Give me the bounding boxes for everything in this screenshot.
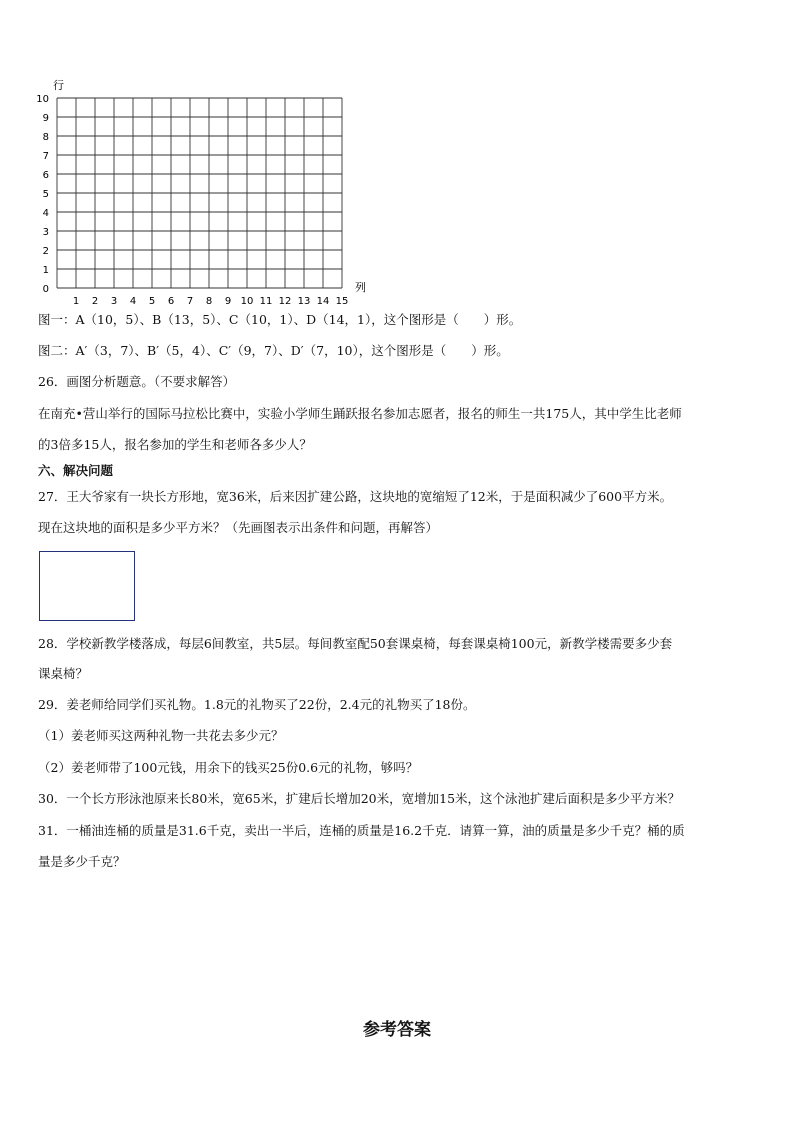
coordinate-grid (0, 0, 420, 310)
q26-line2: 的3倍多15人，报名参加的学生和老师各多少人？ (38, 437, 312, 452)
q26-title: 26．画图分析题意。（不要求解答） (38, 374, 236, 389)
col-tick-label: 6 (167, 296, 175, 307)
row-tick-label: 4 (42, 208, 49, 219)
figure1-question: 图一：A（10，5）、B（13，5）、C（10，1）、D（14，1），这个图形是（ ）形。 (38, 312, 522, 327)
row-tick-label: 8 (42, 132, 49, 143)
col-tick-label: 11 (259, 296, 273, 307)
row-axis-label: 行 (53, 79, 64, 92)
col-tick-label: 3 (110, 296, 118, 307)
col-tick-label: 4 (129, 296, 137, 307)
q27-line1: 27．王大爷家有一块长方形地，宽36米，后来因扩建公路，这块地的宽缩短了12米，于是面积减少了600平方米。 (38, 489, 673, 504)
figure2-question: 图二：A′（3，7）、B′（5，4）、C′（9，7）、D′（7，10），这个图形是（ ）形。 (38, 343, 509, 358)
row-tick-label: 10 (36, 94, 49, 105)
col-tick-label: 8 (205, 296, 213, 307)
section-six-heading: 六、解决问题 (38, 463, 114, 478)
q26-line1: 在南充•营山举行的国际马拉松比赛中，实验小学师生踊跃报名参加志愿者，报名的师生一共175人，其中学生比老师 (38, 406, 682, 421)
q30: 30．一个长方形泳池原来长80米，宽65米，扩建后长增加20米，宽增加15米，这个泳池扩建后面积是多少平方米？ (38, 791, 681, 806)
col-tick-label: 13 (297, 296, 311, 307)
col-tick-label: 5 (148, 296, 156, 307)
q31-line2: 量是多少千克？ (38, 854, 126, 869)
col-tick-label: 15 (335, 296, 349, 307)
q27-line2: 现在这块地的面积是多少平方米？（先画图表示出条件和问题，再解答） (38, 520, 439, 535)
row-tick-label: 2 (42, 246, 49, 257)
answers-title: 参考答案 (363, 1020, 431, 1040)
col-tick-label: 2 (91, 296, 99, 307)
row-tick-label: 9 (42, 113, 49, 124)
row-tick-label: 3 (42, 227, 49, 238)
col-tick-label: 12 (278, 296, 292, 307)
grid-svg (0, 0, 420, 310)
q29-part1: （1）姜老师买这两种礼物一共花去多少元？ (38, 728, 284, 743)
q28-line2: 课桌椅？ (38, 666, 89, 681)
col-tick-label: 14 (316, 296, 330, 307)
row-tick-label: 7 (42, 151, 49, 162)
row-tick-label: 0 (42, 284, 49, 295)
q29-part2: （2）姜老师带了100元钱，用余下的钱买25份0.6元的礼物，够吗？ (38, 760, 419, 775)
q31-line1: 31．一桶油连桶的质量是31.6千克，卖出一半后，连桶的质量是16.2千克．请算一算，油的质量是多少千克？桶的质 (38, 823, 685, 838)
row-tick-label: 6 (42, 170, 49, 181)
col-tick-label: 10 (240, 296, 254, 307)
col-tick-label: 9 (224, 296, 232, 307)
row-tick-label: 5 (42, 189, 49, 200)
col-tick-label: 7 (186, 296, 194, 307)
col-tick-label: 1 (72, 296, 80, 307)
row-tick-label: 1 (42, 265, 49, 276)
q29: 29．姜老师给同学们买礼物。1.8元的礼物买了22份，2.4元的礼物买了18份。 (38, 697, 476, 712)
q28-line1: 28．学校新教学楼落成，每层6间教室，共5层。每间教室配50套课桌椅，每套课桌椅100元，新教学楼需要多少套 (38, 636, 673, 651)
col-axis-label: 列 (355, 281, 366, 294)
drawing-box (39, 551, 135, 621)
